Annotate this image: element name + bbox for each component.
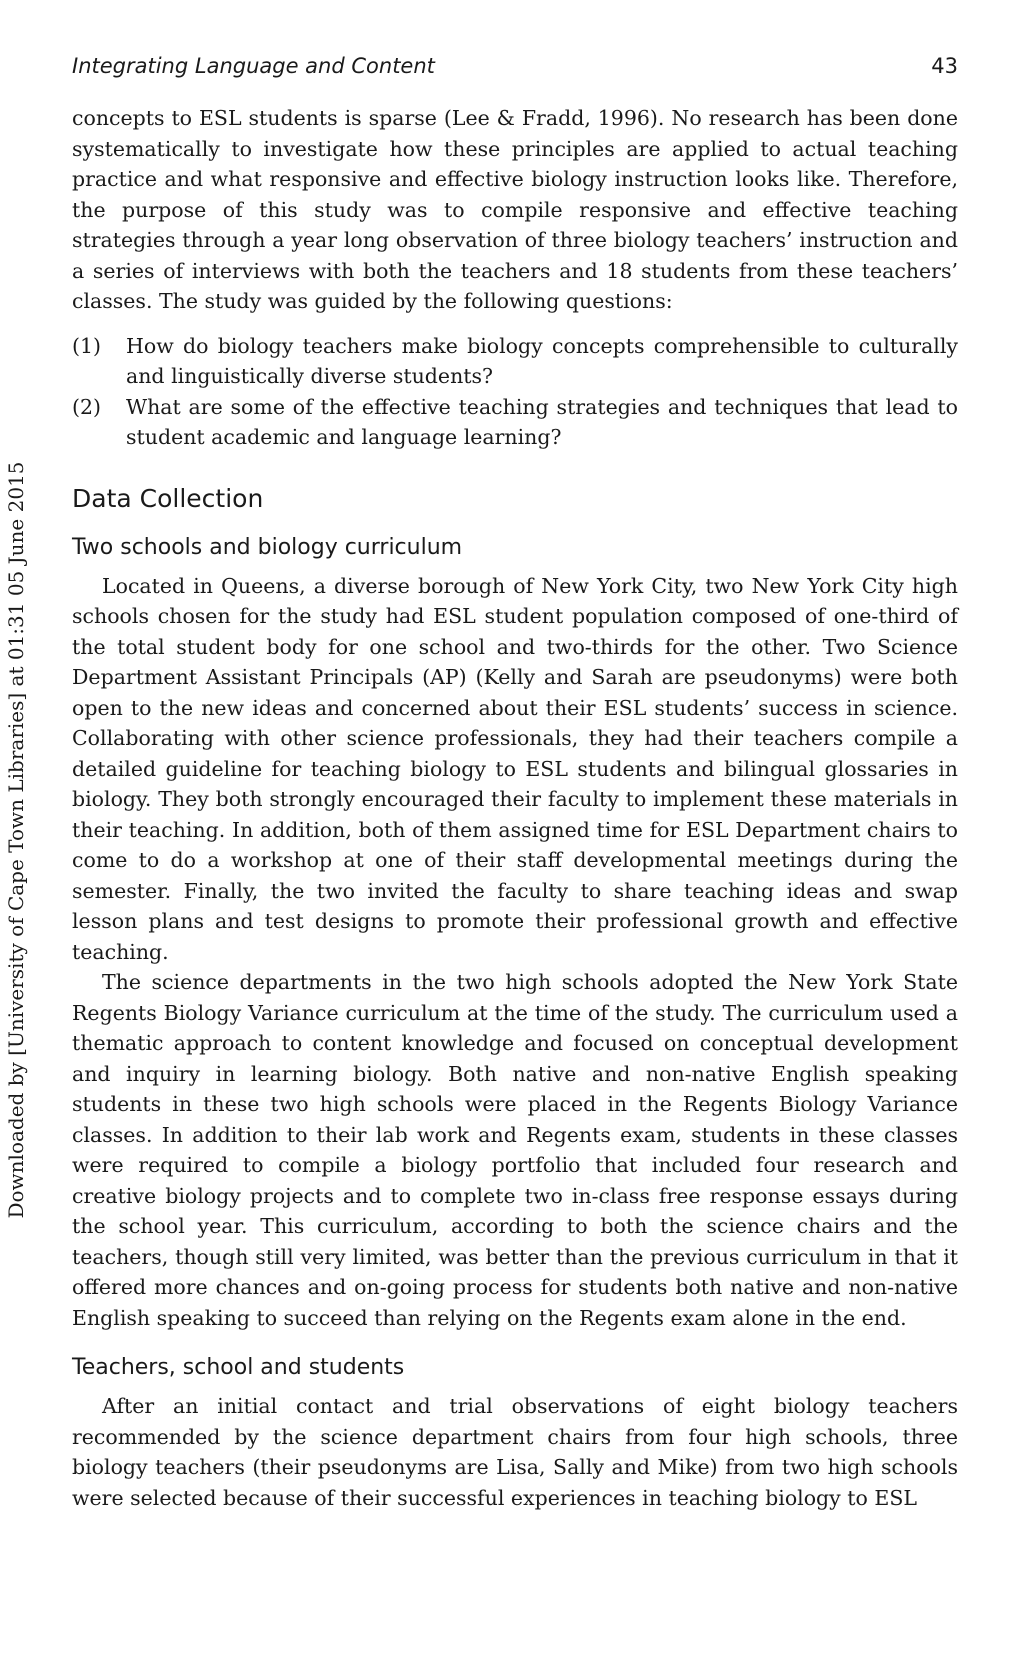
research-questions-list: [72, 331, 958, 453]
running-header: [72, 54, 958, 84]
subsection-heading: Two schools and biology curriculum: [72, 534, 463, 560]
running-title: Integrating Language and Content: [72, 54, 435, 78]
download-watermark: Downloaded by [University of Cape Town Libraries] at 01:31 05 June 2015: [4, 461, 28, 1219]
body-paragraph: Located in Queens, a diverse borough of New York City, two New York City high schools chosen for the study had ESL student population composed of one-third of the total student body for one school and two-thirds for the other. Two Science Department Assistant Principals (AP) (Kelly and Sarah are pseudonyms) were both open to the new ideas and concerned about their ESL students’ success in science. Collaborating with other science professionals, they had their teachers compile a detailed guideline for teaching biology to ESL students and bilingual glossaries in biology. They both strongly encouraged their faculty to implement these materials in their teaching. In addition, both of them assigned time for ESL Department chairs to come to do a workshop at one of their staff developmental meetings during the semester. Finally, the two invited the faculty to share teaching ideas and swap lesson plans and test designs to promote their professional growth and effective teaching.: [72, 573, 958, 964]
list-item: [72, 392, 958, 453]
list-item: [72, 331, 958, 392]
question-number: (2): [72, 394, 102, 419]
body-paragraph: After an initial contact and trial observations of eight biology teachers recommended by the science department chairs from four high schools, three biology teachers (their pseudonyms are Lisa, Sally and Mike) from two high schools were selected because of their successful experiences in teaching biology to ESL: [72, 1394, 958, 1510]
intro-paragraph: concepts to ESL students is sparse (Lee & Fradd, 1996). No research has been done systematically to investigate how these principles are applied to actual teaching practice and what responsive and effective biology instruction looks like. Therefore, the purpose of this study was to compile responsive and effective teaching strategies through a year long observation of three biology teachers’ instruction and a series of interviews with both the teachers and 18 students from these teachers’ classes. The study was guided by the following questions:: [72, 106, 958, 313]
subsection-heading: Teachers, school and students: [72, 1355, 405, 1380]
question-text: How do biology teachers make biology concepts comprehensible to culturally and linguistically diverse students?: [126, 333, 958, 388]
question-text: What are some of the effective teaching strategies and techniques that lead to student academic and language learning?: [126, 394, 958, 449]
section-heading: Data Collection: [72, 483, 264, 513]
body-paragraph: The science departments in the two high schools adopted the New York State Regents Biology Variance curriculum at the time of the study. The curriculum used a thematic approach to content knowledge and focused on conceptual development and inquiry in learning biology. Both native and non-native English speaking students in these two high schools were placed in the Regents Biology Variance classes. In addition to their lab work and Regents exam, students in these classes were required to compile a biology portfolio that included four research and creative biology projects and to complete two in-class free response essays during the school year. This curriculum, according to both the science chairs and the teachers, though still very limited, was better than the previous curriculum in that it offered more chances and on-going process for students both native and non-native English speaking to succeed than relying on the Regents exam alone in the end.: [72, 970, 958, 1330]
question-number: (1): [72, 333, 102, 358]
page-body: [72, 103, 958, 1513]
page-number: 43: [931, 54, 958, 78]
